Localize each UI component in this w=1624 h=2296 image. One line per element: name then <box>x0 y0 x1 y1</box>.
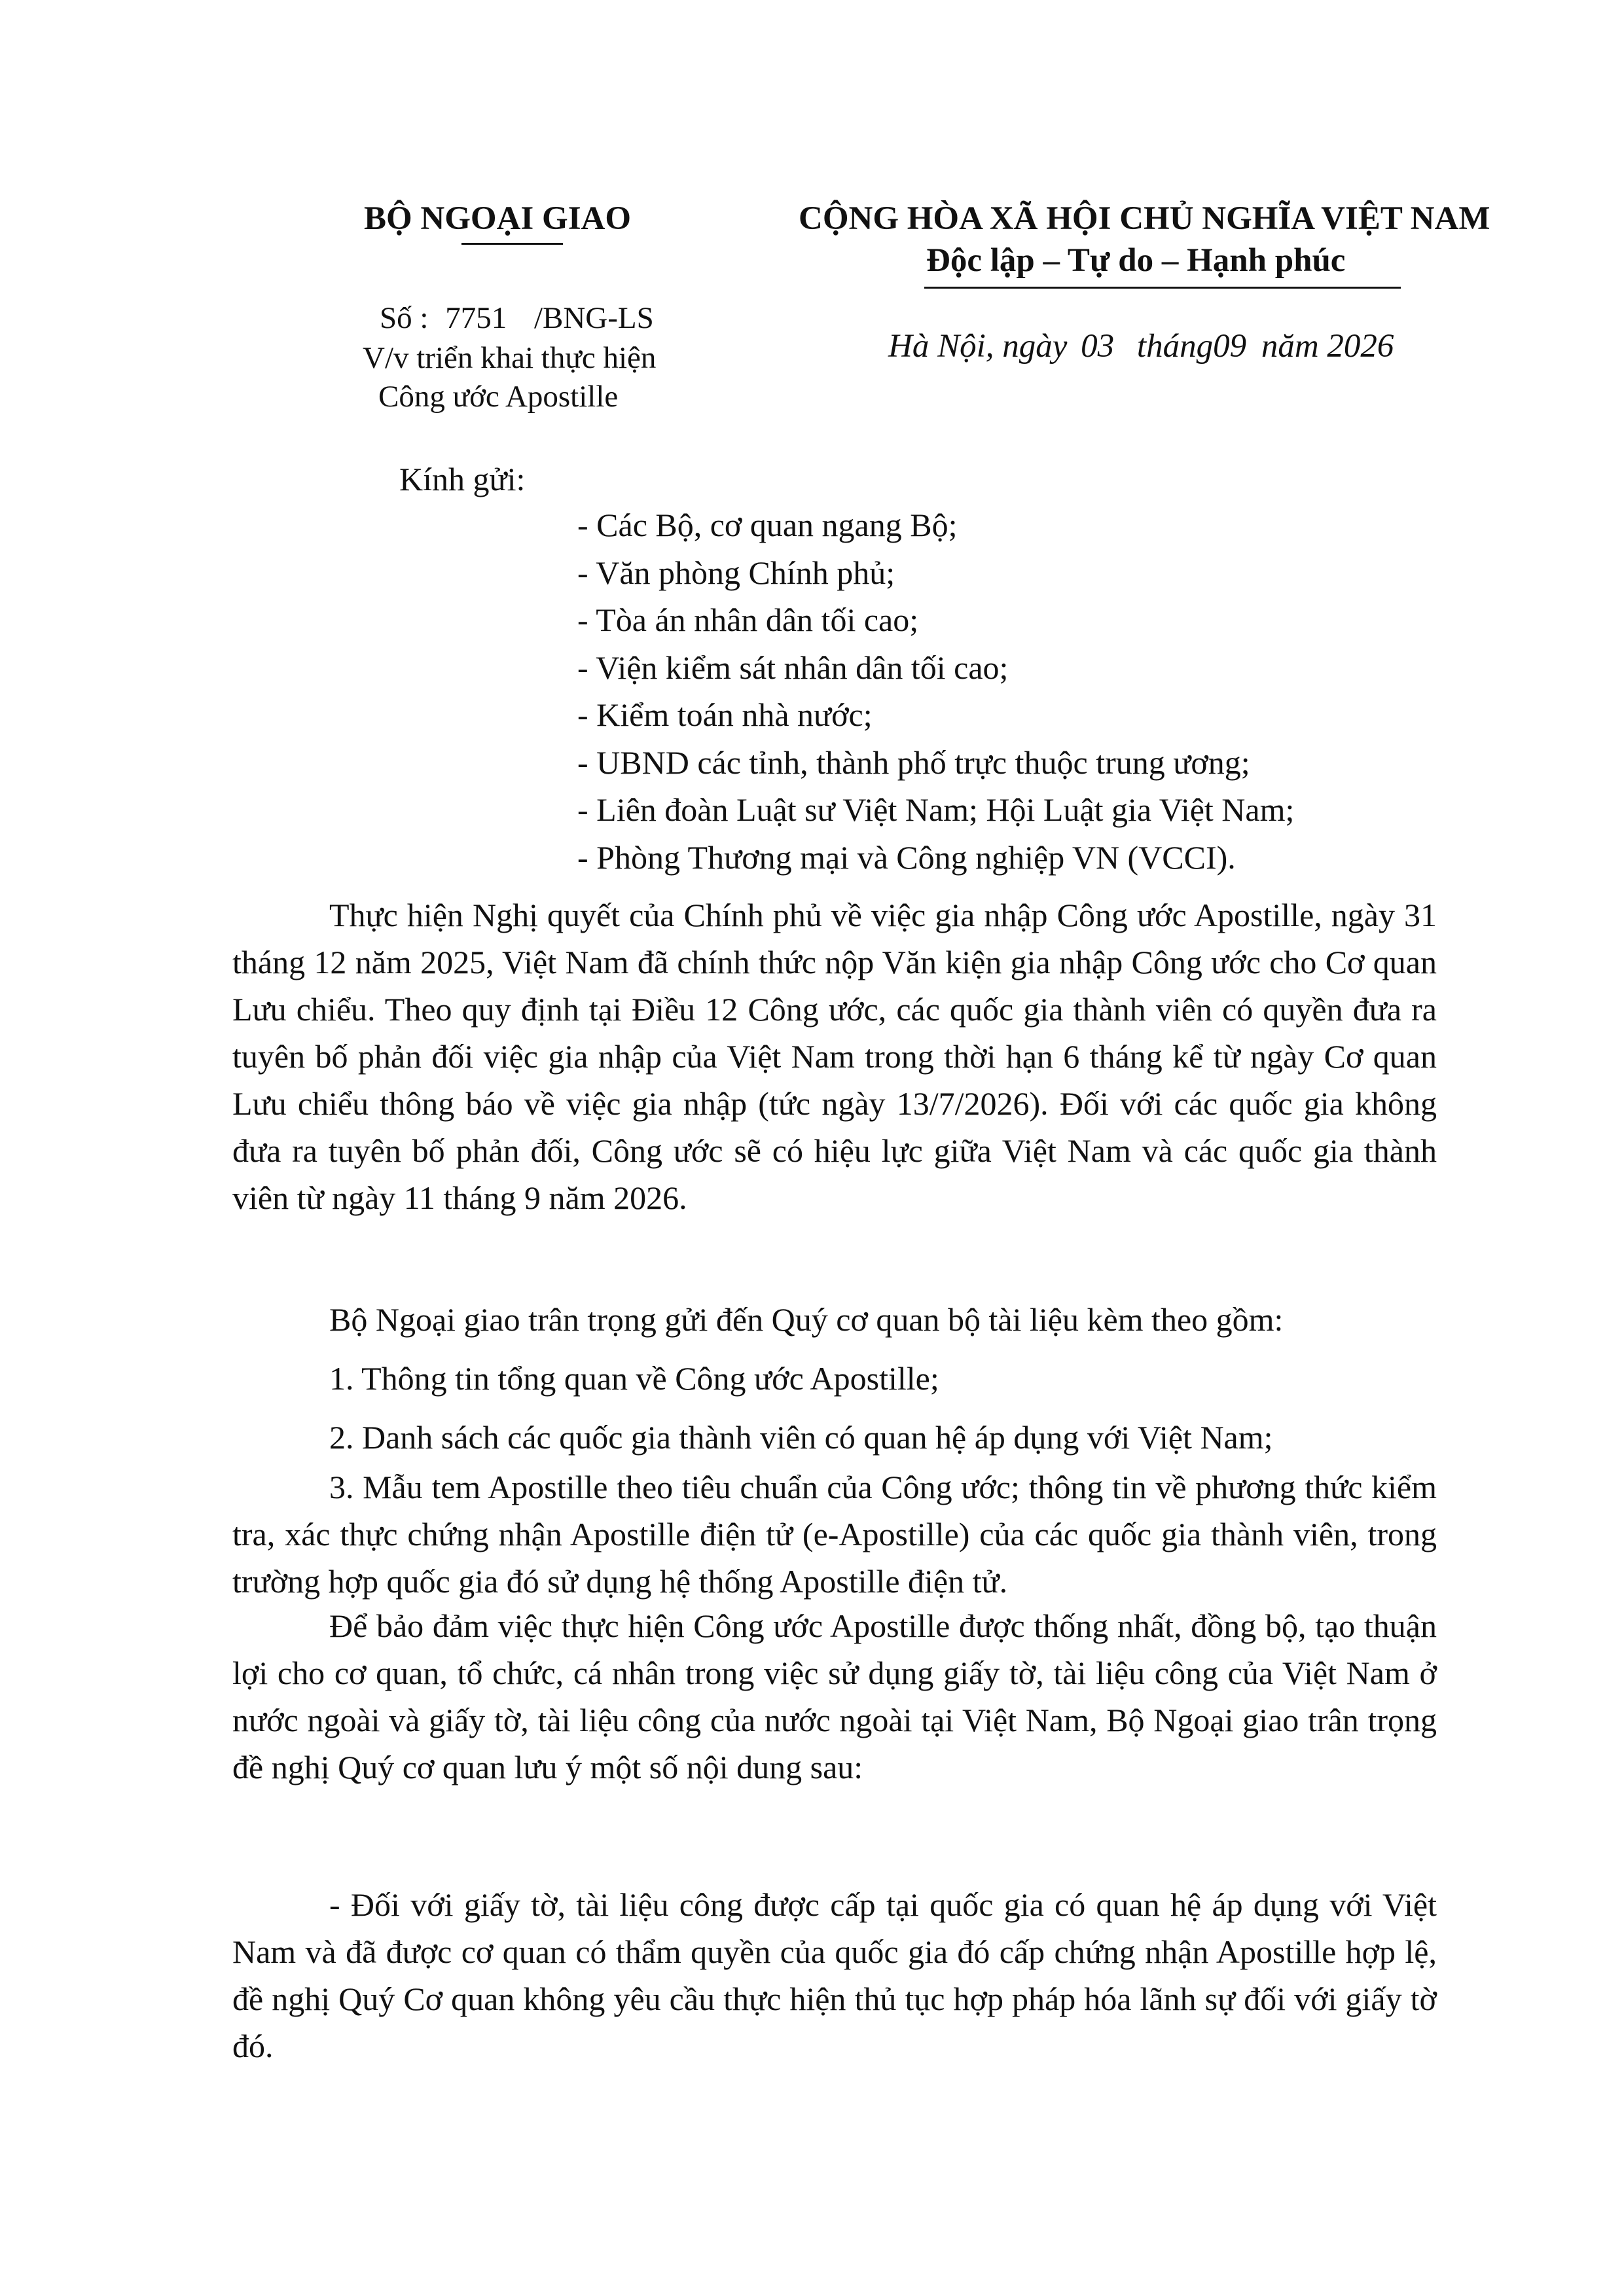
document-number <box>380 300 654 336</box>
date-month-word: tháng <box>1136 328 1214 365</box>
agency-underline <box>461 243 563 245</box>
attachment-item-3: 3. Mẫu tem Apostille theo tiêu chuẩn của Công ước; thông tin về phương thức kiểm tra, xác thực chứng nhận Apostille điện tử (e-Apostille) của các quốc gia thành viên, trong trường hợp quốc gia đó sử dụng hệ thống Apostille điện tử. <box>232 1469 1437 1600</box>
list-item: - Các Bộ, cơ quan ngang Bộ; <box>577 507 958 543</box>
list-item: - Kiểm toán nhà nước; <box>577 696 873 733</box>
number-prefix: Số : <box>380 301 429 335</box>
number-value: 7751 <box>445 301 507 335</box>
paragraph-intro: Thực hiện Nghị quyết của Chính phủ về việc gia nhập Công ước Apostille, ngày 31 tháng 12 năm 2025, Việt Nam đã chính thức nộp Văn kiện gia nhập Công ước cho Cơ quan Lưu chiểu. Theo quy định tại Điều 12 Công ước, các quốc gia thành viên có quyền đưa ra tuyên bố phản đối việc gia nhập của Việt Nam trong thời hạn 6 tháng kể từ ngày Cơ quan Lưu chiểu thông báo về việc gia nhập (tức ngày 13/7/2026). Đối với các quốc gia không đưa ra tuyên bố phản đối, Công ước sẽ có hiệu lực giữa Việt Nam và các quốc gia thành viên từ ngày 11 tháng 9 năm 2026. <box>232 897 1437 1216</box>
number-suffix: /BNG-LS <box>533 301 654 335</box>
attachment-item-1: 1. Thông tin tổng quan về Công ước Apostille; <box>329 1360 939 1397</box>
list-item: - Phòng Thương mại và Công nghiệp VN (VCCI). <box>577 838 1236 876</box>
list-item: - Liên đoàn Luật sư Việt Nam; Hội Luật gia Việt Nam; <box>577 791 1295 828</box>
date-day: 03 <box>1081 328 1115 365</box>
list-item: - Tòa án nhân dân tối cao; <box>577 601 919 638</box>
attachment-item-2: 2. Danh sách các quốc gia thành viên có quan hệ áp dụng với Việt Nam; <box>329 1419 1273 1456</box>
paragraph-guidance: - Đối với giấy tờ, tài liệu công được cấp tại quốc gia có quan hệ áp dụng với Việt Nam và đã được cơ quan có thẩm quyền của quốc gia đó cấp chứng nhận Apostille hợp lệ, đề nghị Quý Cơ quan không yêu cầu thực hiện thủ tục hợp pháp hóa lãnh sự đối với giấy tờ đó. <box>232 1886 1437 2064</box>
issue-date <box>888 327 1394 365</box>
paragraph-request: Để bảo đảm việc thực hiện Công ước Apostille được thống nhất, đồng bộ, tạo thuận lợi cho cơ quan, tổ chức, cá nhân trong việc sử dụng giấy tờ, tài liệu công của Việt Nam ở nước ngoài và giấy tờ, tài liệu công của nước ngoài tại Việt Nam, Bộ Ngoại giao trân trọng đề nghị Quý cơ quan lưu ý một số nội dung sau: <box>232 1607 1437 1785</box>
recipient-list <box>577 501 1294 881</box>
list-item: - Văn phòng Chính phủ; <box>577 554 895 591</box>
list-item: - UBND các tỉnh, thành phố trực thuộc trung ương; <box>577 744 1250 781</box>
subject-line-2: Công ước Apostille <box>378 380 619 414</box>
greeting: Kính gửi: <box>399 461 526 497</box>
date-year: năm 2026 <box>1261 328 1394 365</box>
date-month: 09 <box>1213 328 1247 365</box>
date-prefix: Hà Nội, ngày <box>888 328 1068 365</box>
state-name: CỘNG HÒA XÃ HỘI CHỦ NGHĨA VIỆT NAM <box>799 200 1490 237</box>
paragraph-attachments: Bộ Ngoại giao trân trọng gửi đến Quý cơ quan bộ tài liệu kèm theo gồm: <box>329 1301 1284 1338</box>
list-item: - Viện kiểm sát nhân dân tối cao; <box>577 649 1009 686</box>
motto-underline <box>924 287 1401 289</box>
motto: Độc lập – Tự do – Hạnh phúc <box>926 242 1346 279</box>
subject-line-1: V/v triển khai thực hiện <box>363 341 657 375</box>
agency-name: BỘ NGOẠI GIAO <box>364 200 632 237</box>
